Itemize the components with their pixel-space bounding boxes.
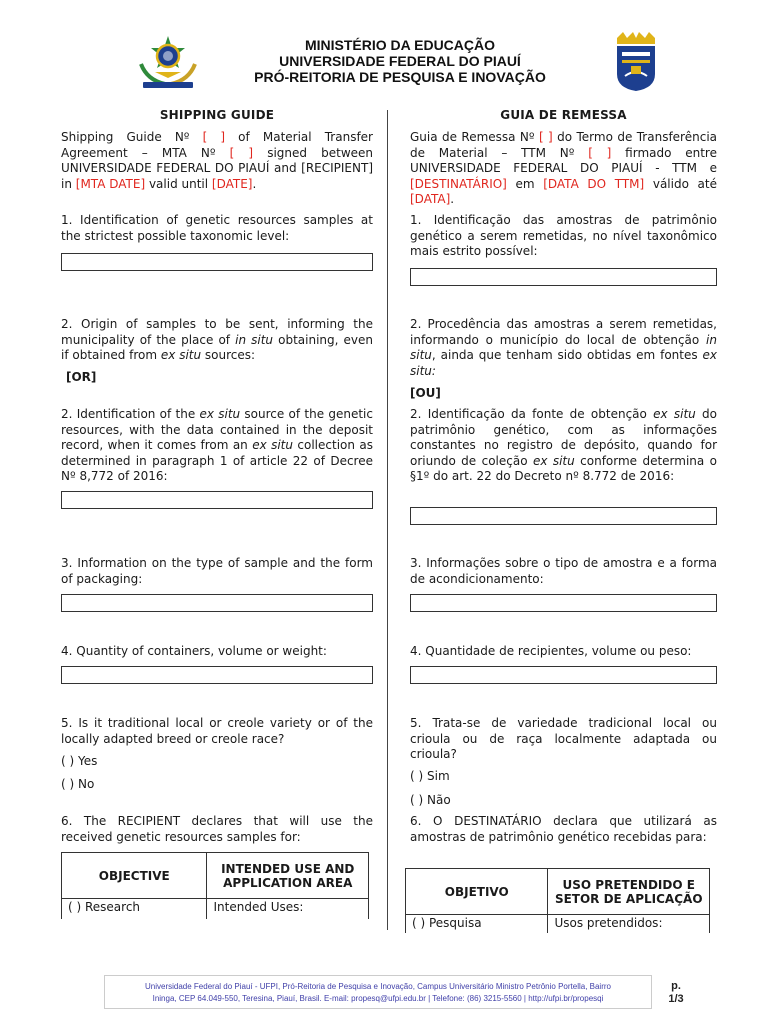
header-line-proreitoria: PRÓ-REITORIA DE PESQUISA E INOVAÇÃO	[254, 69, 546, 85]
item-1-input[interactable]	[410, 268, 717, 286]
table-header-uso-pretendido: USO PRETENDIDO E SETOR DE APLICAÇÃO	[548, 869, 710, 915]
field-recipient[interactable]: [DESTINATÁRIO]	[410, 176, 507, 191]
item-4-input[interactable]	[61, 666, 373, 684]
table-header-objetivo: OBJETIVO	[406, 869, 548, 915]
table-cell-pesquisa[interactable]: ( ) Pesquisa	[406, 915, 548, 933]
table-header-intended-use: INTENDED USE AND APPLICATION AREA	[207, 853, 369, 899]
intro-paragraph: Shipping Guide Nº [ ] of Material Transfer Agreement – MTA Nº [ ] signed between UNIVERSIDADE FEDERAL DO PIAUÍ and [RECIPIENT] in [MTA DATE] valid until [DATE].	[61, 130, 374, 191]
header-line-ministry: MINISTÉRIO DA EDUCAÇÃO	[304, 37, 496, 53]
page-number-label: p.	[671, 980, 681, 992]
objective-table	[405, 868, 710, 933]
item-4-label: 4. Quantity of containers, volume or weight:	[61, 644, 327, 658]
table-header-objective: OBJECTIVE	[62, 853, 207, 899]
table-cell-usos-pretendidos[interactable]: Usos pretendidos:	[548, 915, 710, 933]
item-4-input[interactable]	[410, 666, 717, 684]
field-guide-number[interactable]: [ ]	[202, 130, 226, 144]
item-4-label: 4. Quantidade de recipientes, volume ou peso:	[410, 644, 692, 658]
field-mta-date[interactable]: [MTA DATE]	[75, 176, 146, 191]
option-no[interactable]: ( ) No	[61, 777, 95, 791]
column-divider	[387, 110, 388, 930]
item-6-label: 6. The RECIPIENT declares that will use the received genetic resources samples for:	[61, 814, 373, 844]
section-title: SHIPPING GUIDE	[159, 108, 275, 122]
option-nao[interactable]: ( ) Não	[410, 793, 451, 807]
item-2-label: 2. Origin of samples to be sent, informing the municipality of the place of in situ obtaining, even if obtained from ex situ sources:	[61, 317, 374, 363]
or-label: [OU]	[410, 386, 441, 400]
page-footer	[104, 975, 652, 1009]
item-2b-label: 2. Identificação da fonte de obtenção ex situ do patrimônio genético, com as informações constantes no registro de depósito, quando for oriundo de coleção ex situ conforme determina o §1º do art. 22 do Decreto nº 8.772 de 2016:	[410, 407, 718, 484]
item-5-label: 5. Is it traditional local or creole variety or of the locally adapted breed or creole race?	[61, 716, 373, 746]
item-2-input[interactable]	[61, 491, 373, 509]
footer-address-line-2: Ininga, CEP 64.049-550, Teresina, Piauí, Brasil. E-mail: propesq@ufpi.edu.br | Telefone: (86) 3215-5560 | http://ufpi.br/propesqi	[152, 994, 604, 1003]
intro-paragraph: Guia de Remessa Nº [ ] do Termo de Transferência de Material – TTM Nº [ ] firmado entre UNIVERSIDADE FEDERAL DO PIAUÍ - TTM e [DESTINATÁRIO] em [DATA DO TTM] válido até [DATA].	[410, 130, 718, 207]
item-3-label: 3. Informações sobre o tipo de amostra e a forma de acondicionamento:	[410, 556, 717, 586]
footer-address-line-1: Universidade Federal do Piauí - UFPI, Pró-Reitoria de Pesquisa e Inovação, Campus Universitário Ministro Petrônio Portella, Bairro	[145, 982, 611, 991]
header-title	[200, 37, 600, 85]
field-mta-number[interactable]: [ ]	[229, 145, 254, 160]
brazil-coat-of-arms-icon	[135, 34, 201, 92]
item-3-label: 3. Information on the type of sample and the form of packaging:	[61, 556, 373, 586]
section-title: GUIA DE REMESSA	[500, 108, 627, 122]
item-2-label: 2. Procedência das amostras a serem remetidas, informando o município do local de obtenção in situ, ainda que tenham sido obtidas em fontes ex situ:	[410, 317, 717, 378]
item-2-input[interactable]	[410, 507, 717, 525]
page-number	[660, 980, 692, 1006]
field-ttm-number[interactable]: [ ]	[588, 145, 612, 160]
document-header	[0, 0, 770, 100]
item-5-label: 5. Trata-se de variedade tradicional local ou crioula ou de raça localmente adaptada ou crioula?	[410, 716, 717, 762]
table-cell-intended-uses[interactable]: Intended Uses:	[207, 899, 369, 919]
field-valid-date[interactable]: [DATE]	[211, 176, 253, 191]
objective-table	[61, 852, 369, 919]
item-1-label: 1. Identificação das amostras de patrimônio genético a serem remetidas, no nível taxonômico mais estrito possível:	[410, 213, 717, 259]
option-yes[interactable]: ( ) Yes	[61, 754, 98, 768]
item-1-input[interactable]	[61, 253, 373, 271]
field-ttm-date[interactable]: [DATA DO TTM]	[543, 176, 645, 191]
page-number-value: 1/3	[668, 993, 684, 1005]
field-guide-number[interactable]: [ ]	[538, 130, 553, 144]
table-cell-research[interactable]: ( ) Research	[62, 899, 207, 919]
header-line-university: UNIVERSIDADE FEDERAL DO PIAUÍ	[279, 53, 521, 69]
field-valid-date[interactable]: [DATA]	[410, 192, 451, 207]
option-sim[interactable]: ( ) Sim	[410, 769, 450, 783]
or-label: [OR]	[66, 370, 97, 384]
item-2b-label: 2. Identification of the ex situ source of the genetic resources, with the data contained in the deposit record, when it comes from an ex situ collection as determined in paragraph 1 of article 22 of Decree Nº 8,772 of 2016:	[61, 407, 373, 484]
item-3-input[interactable]	[61, 594, 373, 612]
item-1-label: 1. Identification of genetic resources samples at the strictest possible taxonomic level:	[61, 213, 373, 243]
item-6-label: 6. O DESTINATÁRIO declara que utilizará as amostras de patrimônio genético recebidas para:	[410, 814, 717, 844]
item-3-input[interactable]	[410, 594, 717, 612]
ufpi-crest-icon	[613, 30, 659, 92]
